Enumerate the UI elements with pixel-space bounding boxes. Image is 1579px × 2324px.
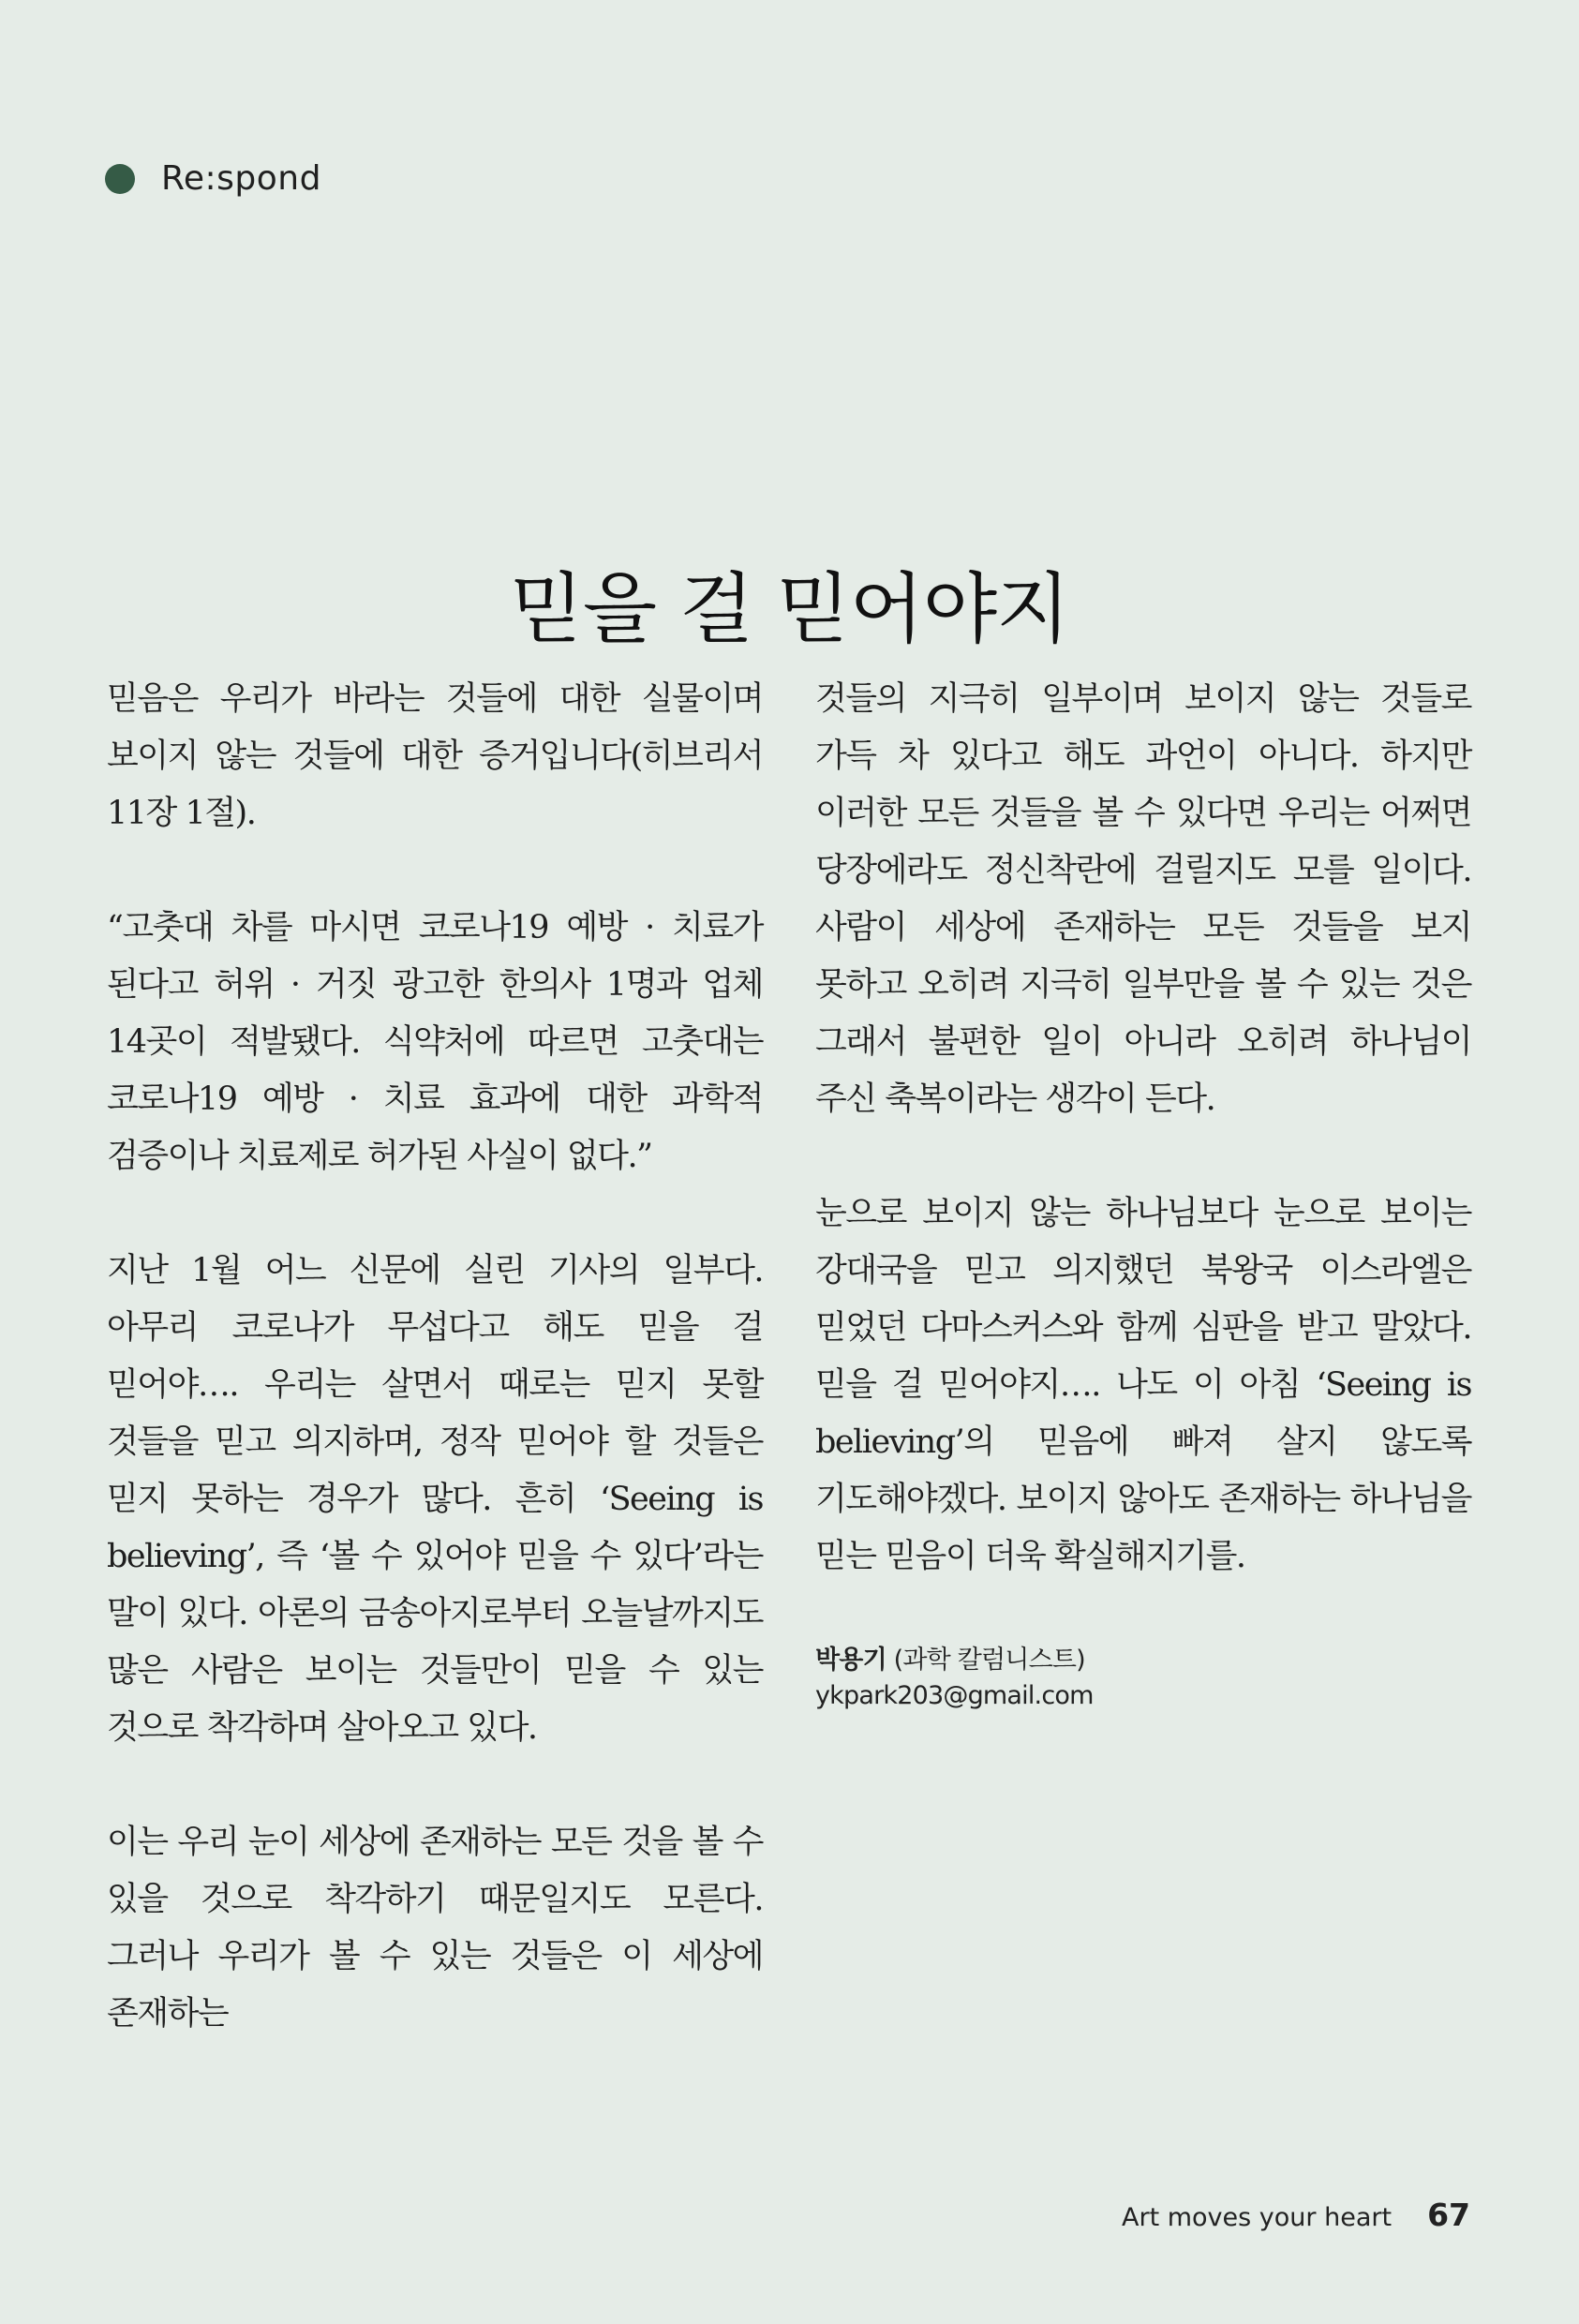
author-byline (815, 1643, 1471, 1714)
page-number: 67 (1427, 2197, 1470, 2233)
author-role: (과학 칼럼니스트) (893, 1646, 1085, 1675)
author-email: ykpark203@gmail.com (815, 1681, 1094, 1710)
author-name: 박용기 (815, 1646, 886, 1675)
page-footer (1122, 2197, 1470, 2233)
section-label: Re:spond (161, 159, 321, 198)
section-tag (105, 159, 321, 198)
author-line (815, 1643, 1471, 1678)
footer-tagline: Art moves your heart (1122, 2203, 1393, 2232)
paragraph-quote: “고춧대 차를 마시면 코로나19 예방 · 치료가 된다고 허위 · 거짓 광고한 한의사 1명과 업체 14곳이 적발됐다. 식약처에 따르면 고춧대는 코로나19 예방 · 치료 효과에 대한 과학적 검증이나 치료제로 허가된 사실이 없다.” (107, 909, 763, 1175)
paragraph: 것들의 지극히 일부이며 보이지 않는 것들로 가득 차 있다고 해도 과언이 아니다. 하지만 이러한 모든 것들을 볼 수 있다면 우리는 어쩌면 당장에라도 정신착란에 걸릴지도 모를 일이다. 사람이 세상에 존재하는 모든 것들을 보지 못하고 오히려 지극히 일부만을 볼 수 있는 것은 그래서 불편한 일이 아니라 오히려 하나님이 주신 축복이라는 생각이 든다. (815, 680, 1471, 1118)
paragraph: 이는 우리 눈이 세상에 존재하는 모든 것을 볼 수 있을 것으로 착각하기 때문일지도 모른다. 그러나 우리가 볼 수 있는 것들은 이 세상에 존재하는 (107, 1824, 763, 2033)
article-title: 믿을 걸 믿어야지 (509, 564, 1070, 654)
paragraph: 지난 1월 어느 신문에 실린 기사의 일부다. 아무리 코로나가 무섭다고 해도 믿을 걸 믿어야…. 우리는 살면서 때로는 믿지 못할 것들을 믿고 의지하며, 정작 믿어야 할 것들은 믿지 못하는 경우가 많다. 흔히 ‘Seeing is believing’, 즉 ‘볼 수 있어야 믿을 수 있다’라는 말이 있다. 아론의 금송아지로부터 오늘날까지도 많은 사람은 보이는 것들만이 믿을 수 있는 것으로 착각하며 살아오고 있다. (107, 1252, 763, 1747)
section-dot-icon (105, 164, 135, 194)
article-left-column (107, 671, 763, 2100)
paragraph: 믿음은 우리가 바라는 것들에 대한 실물이며 보이지 않는 것들에 대한 증거입니다(히브리서 11장 1절). (107, 680, 763, 832)
article-right-column (815, 671, 1471, 1714)
paragraph: 눈으로 보이지 않는 하나님보다 눈으로 보이는 강대국을 믿고 의지했던 북왕국 이스라엘은 믿었던 다마스커스와 함께 심판을 받고 말았다. 믿을 걸 믿어야지…. 나도 이 아침 ‘Seeing is believing’의 믿음에 빠져 살지 않도록 기도해야겠다. 보이지 않아도 존재하는 하나님을 믿는 믿음이 더욱 확실해지기를. (815, 1195, 1471, 1575)
